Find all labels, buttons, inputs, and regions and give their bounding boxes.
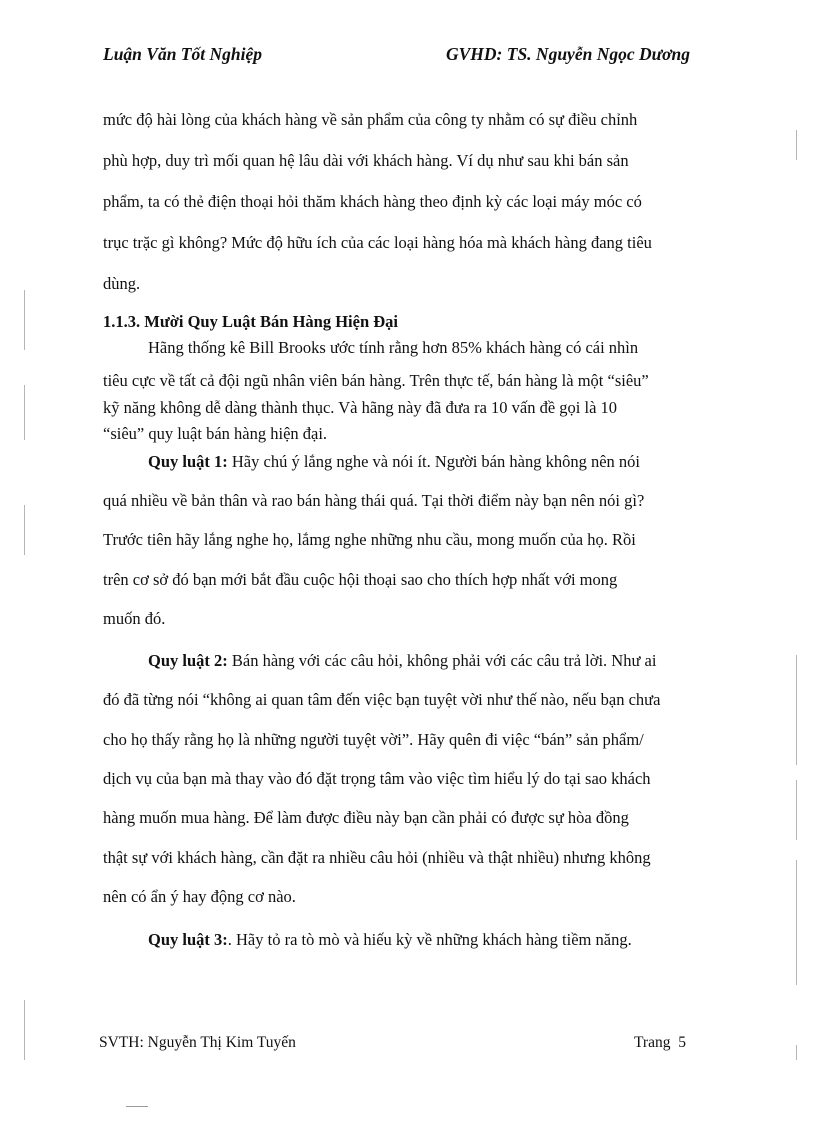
scan-mark: [796, 860, 797, 985]
body-line: quá nhiều về bản thân và rao bán hàng thái quá. Tại thời điểm này bạn nên nói gì?: [103, 491, 645, 510]
body-line: cho họ thấy rằng họ là những người tuyệt vời”. Hãy quên đi việc “bán” sản phẩm/: [103, 730, 644, 749]
rule-3-text: . Hãy tỏ ra tò mò và hiếu kỳ về những khách hàng tiềm năng.: [227, 930, 632, 949]
scan-mark: [796, 1045, 797, 1060]
rule-2-label: Quy luật 2:: [148, 651, 228, 670]
body-line: hàng muốn mua hàng. Để làm được điều này bạn cần phải có được sự hòa đồng: [103, 808, 629, 827]
body-line: đó đã từng nói “không ai quan tâm đến việc bạn tuyệt vời như thế nào, nếu bạn chưa: [103, 690, 661, 709]
scan-mark: [24, 505, 25, 555]
rule-1-line: [148, 452, 640, 472]
rule-3-line: [148, 930, 632, 950]
body-line: nên có ẩn ý hay động cơ nào.: [103, 887, 296, 906]
scan-mark: [24, 290, 25, 350]
footer-student: SVTH: Nguyễn Thị Kim Tuyến: [99, 1034, 296, 1051]
rule-3-label: Quy luật 3:: [148, 930, 228, 949]
body-line: trục trặc gì không? Mức độ hữu ích của các loại hàng hóa mà khách hàng đang tiêu: [103, 233, 652, 252]
page-label: Trang: [634, 1034, 671, 1051]
footer-page: [634, 1034, 686, 1052]
rule-1-label: Quy luật 1:: [148, 452, 228, 471]
header-thesis-title: Luận Văn Tốt Nghiệp: [103, 44, 262, 64]
body-line: mức độ hài lòng của khách hàng về sản phẩm của công ty nhằm có sự điều chỉnh: [103, 110, 638, 129]
page-number: 5: [678, 1034, 686, 1051]
header-advisor: GVHD: TS. Nguyễn Ngọc Dương: [446, 44, 690, 64]
scan-mark: [796, 655, 797, 765]
body-line: phẩm, ta có thẻ điện thoại hỏi thăm khách hàng theo định kỳ các loại máy móc có: [103, 192, 642, 211]
scan-mark: [24, 1000, 25, 1060]
body-line: dùng.: [103, 274, 141, 293]
body-line: trên cơ sở đó bạn mới bắt đầu cuộc hội thoại sao cho thích hợp nhất với mong: [103, 570, 618, 589]
body-line: phù hợp, duy trì mối quan hệ lâu dài với khách hàng. Ví dụ như sau khi bán sản: [103, 151, 629, 170]
rule-2-text: Bán hàng với các câu hỏi, không phải với các câu trả lời. Như ai: [227, 651, 657, 670]
body-line: “siêu” quy luật bán hàng hiện đại.: [103, 424, 328, 443]
body-line: Trước tiên hãy lắng nghe họ, lắmg nghe những nhu cầu, mong muốn của họ. Rồi: [103, 530, 636, 549]
body-line: kỹ năng không dễ dàng thành thục. Và hãng này đã đưa ra 10 vấn đề gọi là 10: [103, 398, 618, 417]
scan-mark: [796, 130, 797, 160]
body-line: muốn đó.: [103, 609, 166, 628]
body-line: tiêu cực về tất cả đội ngũ nhân viên bán hàng. Trên thực tế, bán hàng là một “siêu”: [103, 371, 649, 390]
body-line: dịch vụ của bạn mà thay vào đó đặt trọng tâm vào việc tìm hiểu lý do tại sao khách: [103, 769, 651, 788]
scan-mark: [796, 780, 797, 840]
rule-1-text: Hãy chú ý lắng nghe và nói ít. Người bán hàng không nên nói: [227, 452, 640, 471]
body-line: Hãng thống kê Bill Brooks ước tính rằng hơn 85% khách hàng có cái nhìn: [148, 338, 639, 357]
rule-2-line: [148, 651, 656, 671]
scan-mark: [24, 385, 25, 440]
section-heading: 1.1.3. Mười Quy Luật Bán Hàng Hiện Đại: [103, 312, 398, 331]
body-line: thật sự với khách hàng, cần đặt ra nhiều câu hỏi (nhiều và thật nhiều) nhưng không: [103, 848, 651, 867]
scan-mark: [126, 1106, 148, 1107]
